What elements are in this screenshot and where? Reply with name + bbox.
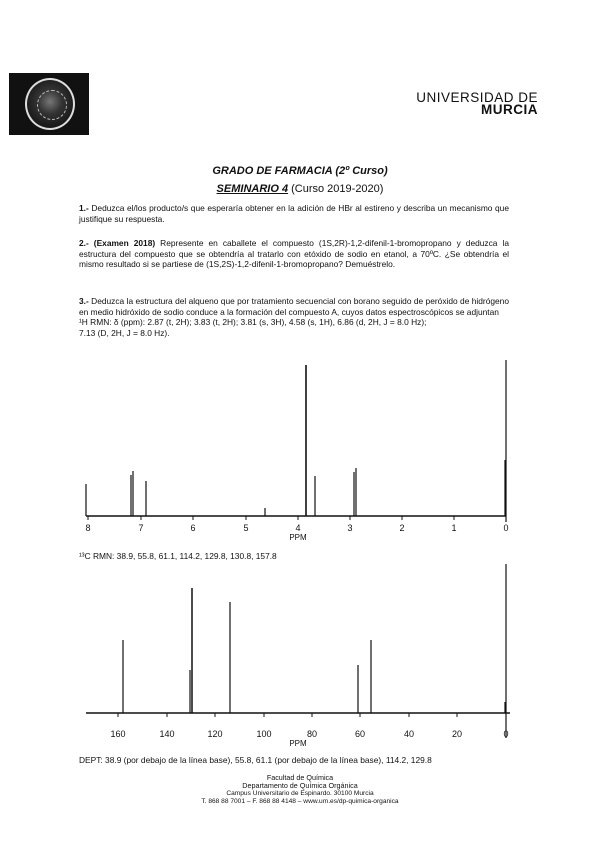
seminar-heading	[0, 183, 600, 195]
c-axis-label: PPM	[289, 739, 307, 748]
university-line2: MURCIA	[481, 102, 538, 117]
h-tick-label: 4	[295, 523, 301, 533]
footer	[0, 774, 600, 806]
seminar-course: (Curso 2019-2020)	[288, 183, 384, 195]
footer-department: Departamento de Química Orgánica	[242, 781, 358, 790]
c-tick-label: 20	[451, 729, 463, 739]
question-2	[79, 238, 509, 270]
h-tick-label: 3	[347, 523, 353, 533]
university-line1: UNIVERSIDAD DE	[416, 90, 538, 105]
question-3-number: 3.-	[79, 296, 89, 306]
question-1-text: Deduzca el/los producto/s que esperaría obtener en la adición de HBr al estireno y describa un mecanismo que justifique su respuesta.	[79, 203, 509, 224]
question-2-text: Represente en caballete el compuesto (1S,2R)-1,2-difenil-1-bromopropano y deduzca la estructura del compuesto que se obtendría al tratarlo con etóxido de sodio en etanol, a 70ºC. ¿Se obtendría el mismo resultado si se partiese de (1S,2S)-1,2-difenil-1-bromopropano? Demuéstrelo.	[79, 238, 509, 270]
university-seal-icon	[25, 78, 75, 130]
h-nmr-data-line1: ¹H RMN: δ (ppm): 2.87 (t, 2H); 3.83 (t, 2H); 3.81 (s, 3H), 4.58 (s, 1H), 6.86 (d, 2H, J = 8.0 Hz);	[79, 317, 427, 328]
h-axis-label: PPM	[289, 533, 307, 542]
h-tick-label: 2	[399, 523, 405, 533]
c-tick-label: 60	[354, 729, 366, 739]
c-tick-label: 100	[256, 729, 272, 739]
university-seal	[9, 73, 89, 135]
seminar-label: SEMINARIO 4	[216, 183, 289, 195]
c-tick-label: 40	[403, 729, 415, 739]
footer-contact: T. 868 88 7001 – F. 868 88 4148 – www.um.es/dp-quimica-organica	[201, 798, 399, 805]
c-tick-label: 120	[207, 729, 223, 739]
c-tick-label: 140	[159, 729, 175, 739]
h-tick-label: 1	[451, 523, 457, 533]
h-tick-label: 8	[85, 523, 91, 533]
h-tick-label: 0	[503, 523, 509, 533]
h-nmr-data-line2: 7.13 (D, 2H, J = 8.0 Hz).	[79, 327, 170, 338]
h-tick-label: 6	[190, 523, 196, 533]
document-title: GRADO DE FARMACIA (2º Curso)	[212, 165, 388, 177]
question-3-text: Deduzca la estructura del alqueno que por tratamiento secuencial con borano seguido de peróxido de hidrógeno en medio hidróxido de sodio conduce a la formación del compuesto A, cuyos datos espectroscópicos se adjuntan	[79, 296, 509, 317]
c-tick-label: 80	[306, 729, 318, 739]
question-2-number: 2.- (Examen 2018)	[79, 238, 156, 248]
question-1	[79, 203, 509, 224]
c-nmr-title: ¹³C RMN: 38.9, 55.8, 61.1, 114.2, 129.8, 130.8, 157.8	[79, 551, 277, 561]
university-name	[416, 92, 538, 116]
h-tick-label: 7	[138, 523, 144, 533]
dept-data: DEPT: 38.9 (por debajo de la línea base), 55.8, 61.1 (por debajo de la línea base), 114.2, 129.8	[79, 755, 432, 765]
question-1-number: 1.-	[79, 203, 89, 213]
c-tick-label: 0	[503, 729, 509, 739]
c-nmr-spectrum	[0, 560, 600, 750]
c-tick-label: 160	[110, 729, 126, 739]
footer-address: Campus Universitario de Espinardo. 30100 Murcia	[226, 790, 374, 797]
footer-faculty: Facultad de Química	[266, 773, 334, 782]
h-nmr-spectrum	[0, 350, 600, 550]
h-tick-label: 5	[243, 523, 249, 533]
question-3	[79, 296, 509, 338]
